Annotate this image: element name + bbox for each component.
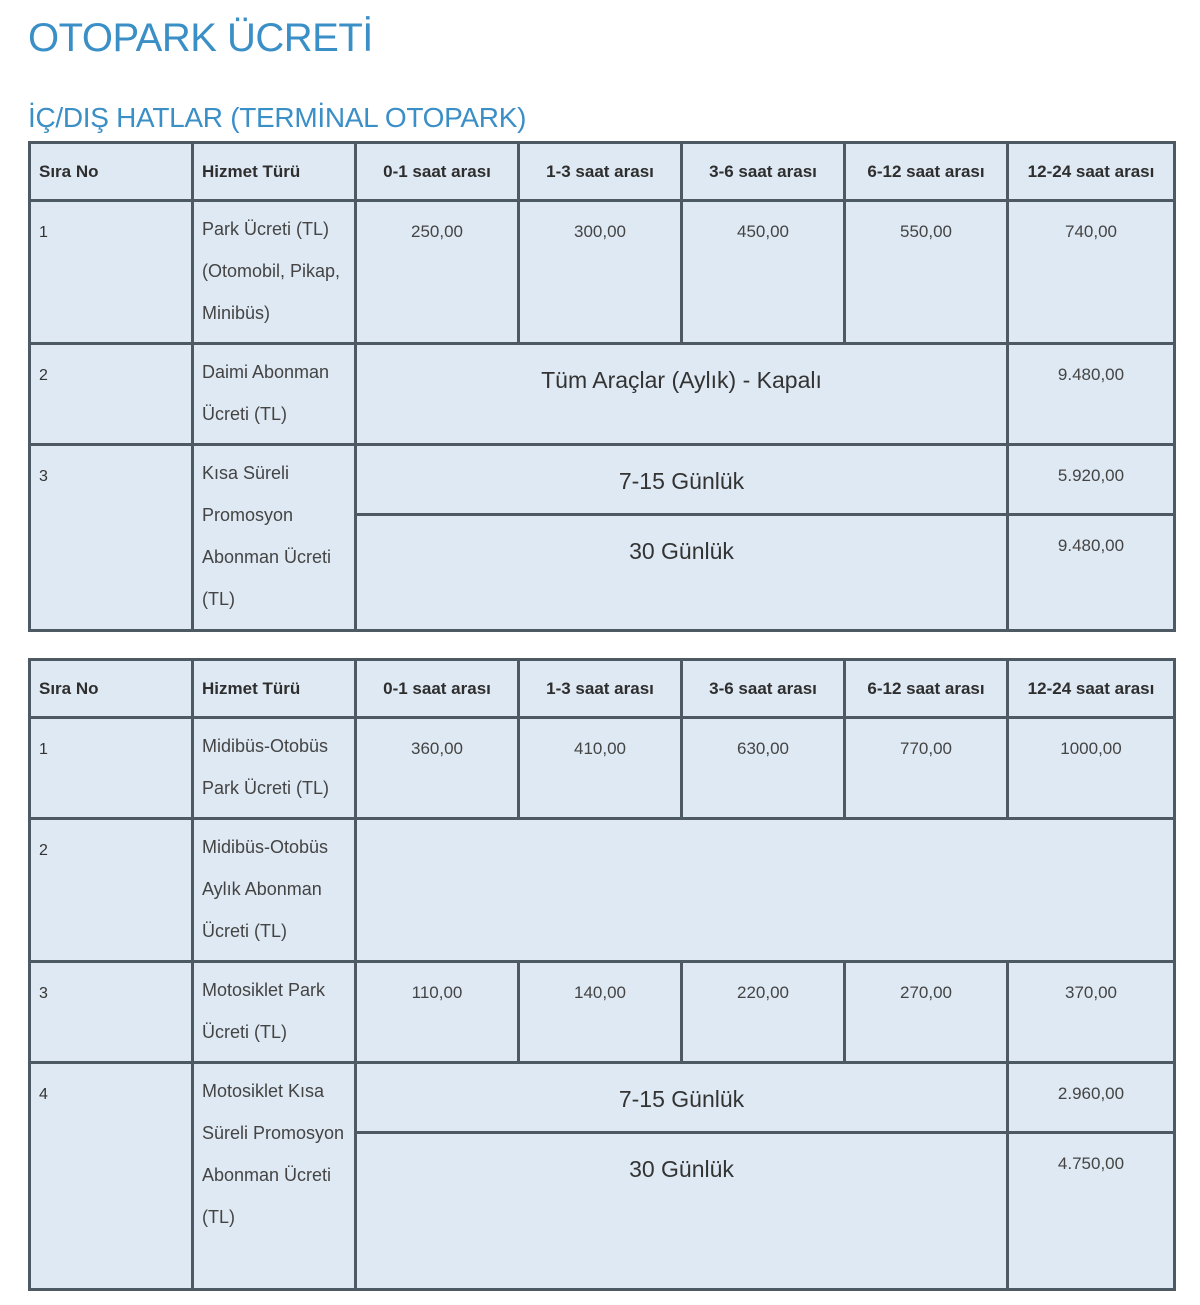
price-3-6: 630,00	[682, 718, 845, 819]
row-number: 3	[30, 445, 193, 631]
service-type: Midibüs-Otobüs Park Ücreti (TL)	[193, 718, 356, 819]
price-7-15: 2.960,00	[1008, 1063, 1175, 1133]
table-row	[30, 201, 1175, 344]
price-0-1: 110,00	[356, 962, 519, 1063]
header-sira-no: Sıra No	[30, 143, 193, 201]
table-row	[30, 445, 1175, 515]
header-sira-no: Sıra No	[30, 660, 193, 718]
duration-label-30: 30 Günlük	[356, 515, 1008, 631]
price-1-3: 140,00	[519, 962, 682, 1063]
service-type: Daimi Abonman Ücreti (TL)	[193, 344, 356, 445]
price-6-12: 770,00	[845, 718, 1008, 819]
section-title: İÇ/DIŞ HATLAR (TERMİNAL OTOPARK)	[28, 102, 527, 133]
header-0-1-hours: 0-1 saat arası	[356, 660, 519, 718]
page-title: OTOPARK ÜCRETİ	[28, 16, 373, 60]
row-number: 1	[30, 201, 193, 344]
price-12-24: 740,00	[1008, 201, 1175, 344]
price-6-12: 550,00	[845, 201, 1008, 344]
header-hizmet-turu: Hizmet Türü	[193, 143, 356, 201]
table-header-row	[30, 660, 1175, 718]
header-6-12-hours: 6-12 saat arası	[845, 143, 1008, 201]
parking-fee-table-buses-motorcycles	[28, 658, 1176, 1291]
row-number: 2	[30, 819, 193, 962]
price-6-12: 270,00	[845, 962, 1008, 1063]
table-header-row	[30, 143, 1175, 201]
duration-label-30: 30 Günlük	[356, 1133, 1008, 1290]
price-12-24: 9.480,00	[1008, 344, 1175, 445]
price-12-24: 1000,00	[1008, 718, 1175, 819]
service-type: Kısa Süreli Promosyon Abonman Ücreti (TL)	[193, 445, 356, 631]
row-number: 1	[30, 718, 193, 819]
header-12-24-hours: 12-24 saat arası	[1008, 660, 1175, 718]
empty-cell	[356, 819, 1175, 962]
header-12-24-hours: 12-24 saat arası	[1008, 143, 1175, 201]
service-type: Motosiklet Kısa Süreli Promosyon Abonman Ücreti (TL)	[193, 1063, 356, 1290]
price-1-3: 410,00	[519, 718, 682, 819]
parking-fee-table-cars	[28, 141, 1176, 632]
price-7-15: 5.920,00	[1008, 445, 1175, 515]
row-number: 4	[30, 1063, 193, 1290]
header-0-1-hours: 0-1 saat arası	[356, 143, 519, 201]
subscription-label: Tüm Araçlar (Aylık) - Kapalı	[356, 344, 1008, 445]
header-1-3-hours: 1-3 saat arası	[519, 143, 682, 201]
duration-label-7-15: 7-15 Günlük	[356, 1063, 1008, 1133]
price-0-1: 250,00	[356, 201, 519, 344]
price-3-6: 220,00	[682, 962, 845, 1063]
header-3-6-hours: 3-6 saat arası	[682, 660, 845, 718]
duration-label-7-15: 7-15 Günlük	[356, 445, 1008, 515]
price-30: 4.750,00	[1008, 1133, 1175, 1290]
price-1-3: 300,00	[519, 201, 682, 344]
service-type: Midibüs-Otobüs Aylık Abonman Ücreti (TL)	[193, 819, 356, 962]
price-3-6: 450,00	[682, 201, 845, 344]
table-row	[30, 819, 1175, 962]
header-3-6-hours: 3-6 saat arası	[682, 143, 845, 201]
service-type: Motosiklet Park Ücreti (TL)	[193, 962, 356, 1063]
header-6-12-hours: 6-12 saat arası	[845, 660, 1008, 718]
header-1-3-hours: 1-3 saat arası	[519, 660, 682, 718]
price-30: 9.480,00	[1008, 515, 1175, 631]
service-type: Park Ücreti (TL) (Otomobil, Pikap, Minibüs)	[193, 201, 356, 344]
header-hizmet-turu: Hizmet Türü	[193, 660, 356, 718]
price-12-24: 370,00	[1008, 962, 1175, 1063]
table-row	[30, 1063, 1175, 1133]
price-0-1: 360,00	[356, 718, 519, 819]
table-row	[30, 344, 1175, 445]
row-number: 2	[30, 344, 193, 445]
table-row	[30, 718, 1175, 819]
table-row	[30, 962, 1175, 1063]
row-number: 3	[30, 962, 193, 1063]
